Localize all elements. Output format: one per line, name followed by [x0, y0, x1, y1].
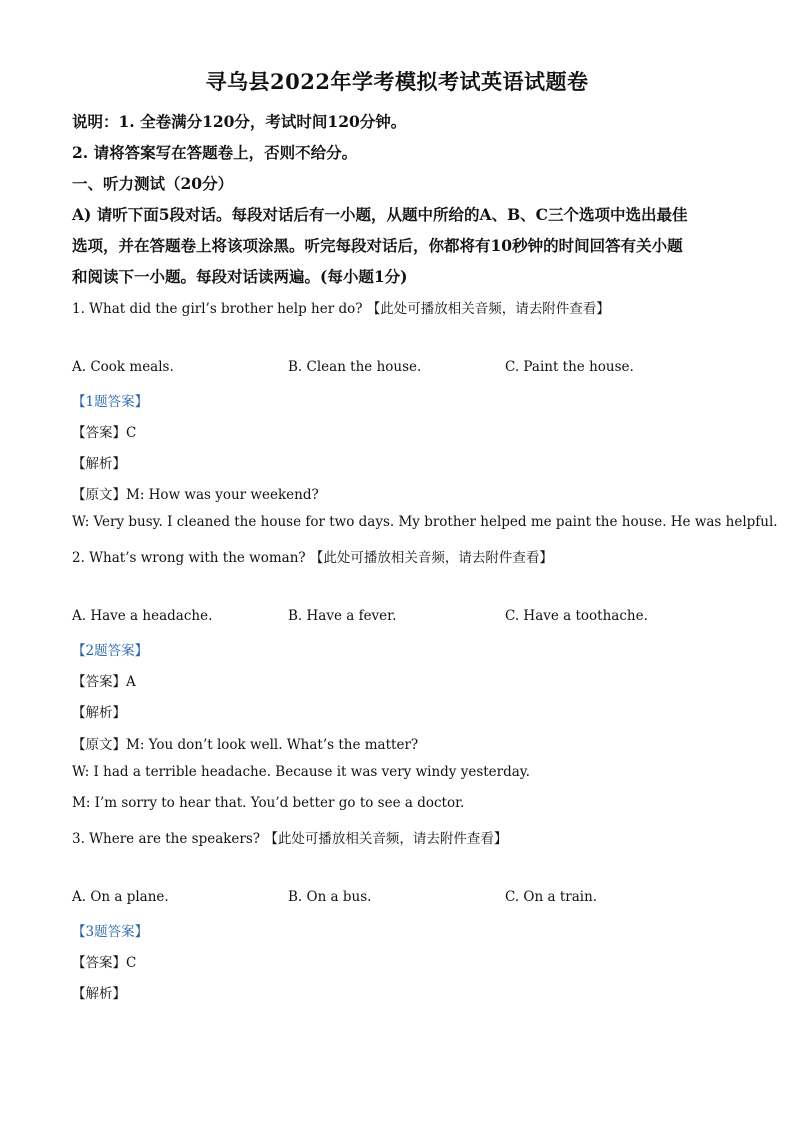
question-3-option-a: A. On a plane. — [72, 889, 169, 905]
original-label: 【原文】 — [72, 487, 126, 503]
question-1-option-b: B. Clean the house. — [288, 359, 422, 375]
question-2-answer — [72, 670, 136, 690]
question-2-option-c: C. Have a toothache. — [505, 608, 648, 624]
question-1-tag: 【1题答案】 — [72, 394, 149, 410]
answer-label: 【答案】 — [72, 674, 126, 690]
instruction-line-2: 选项，并在答题卷上将该项涂黑。听完每段对话后，你都将有10秒钟的时间回答有关小题 — [72, 236, 683, 255]
answer-value: C — [126, 955, 137, 971]
question-1-transcript-2: W: Very busy. I cleaned the house for two days. My brother helped me paint the house. He was helpful. — [72, 514, 778, 530]
transcript-text: M: You don’t look well. What’s the matter? — [126, 737, 419, 753]
question-2-analysis-label: 【解析】 — [72, 705, 126, 721]
question-3-analysis-label: 【解析】 — [72, 986, 126, 1002]
question-2-transcript-2: W: I had a terrible headache. Because it was very windy yesterday. — [72, 764, 530, 780]
question-1-option-c: C. Paint the house. — [505, 359, 634, 375]
question-1-answer — [72, 421, 136, 441]
answer-value: C — [126, 425, 137, 441]
question-2-option-a: A. Have a headache. — [72, 608, 213, 624]
question-1-analysis-label: 【解析】 — [72, 456, 126, 472]
original-label: 【原文】 — [72, 737, 126, 753]
instruction-line-3: 和阅读下一小题。每段对话读两遍。(每小题1分) — [72, 267, 408, 286]
question-2-option-b: B. Have a fever. — [288, 608, 397, 624]
page-title: 寻乌县2022年学考模拟考试英语试题卷 — [205, 69, 589, 94]
answer-value: A — [126, 674, 136, 690]
question-3-answer — [72, 951, 136, 971]
section-heading: 一、听力测试（20分） — [72, 174, 234, 193]
answer-label: 【答案】 — [72, 955, 126, 971]
question-3-option-b: B. On a bus. — [288, 889, 372, 905]
question-1-option-a: A. Cook meals. — [72, 359, 174, 375]
question-2-tag: 【2题答案】 — [72, 643, 149, 659]
question-3-stem: 3. Where are the speakers? 【此处可播放相关音频，请去附件查看】 — [72, 831, 508, 847]
question-2-stem: 2. What’s wrong with the woman? 【此处可播放相关音频，请去附件查看】 — [72, 550, 553, 566]
question-1-stem: 1. What did the girl’s brother help her do? 【此处可播放相关音频，请去附件查看】 — [72, 301, 610, 317]
note-line-2: 2. 请将答案写在答题卷上，否则不给分。 — [72, 143, 358, 162]
question-1-transcript-1 — [72, 483, 319, 503]
transcript-text: M: How was your weekend? — [126, 487, 319, 503]
question-2-transcript-1 — [72, 733, 418, 753]
question-3-tag: 【3题答案】 — [72, 924, 149, 940]
instruction-line-1: A) 请听下面5段对话。每段对话后有一小题，从题中所给的A、B、C三个选项中选出最佳 — [72, 205, 688, 224]
question-3-option-c: C. On a train. — [505, 889, 598, 905]
answer-label: 【答案】 — [72, 425, 126, 441]
note-line-1: 说明：1. 全卷满分120分，考试时间120分钟。 — [72, 112, 407, 131]
question-2-transcript-3: M: I’m sorry to hear that. You’d better go to see a doctor. — [72, 795, 465, 811]
